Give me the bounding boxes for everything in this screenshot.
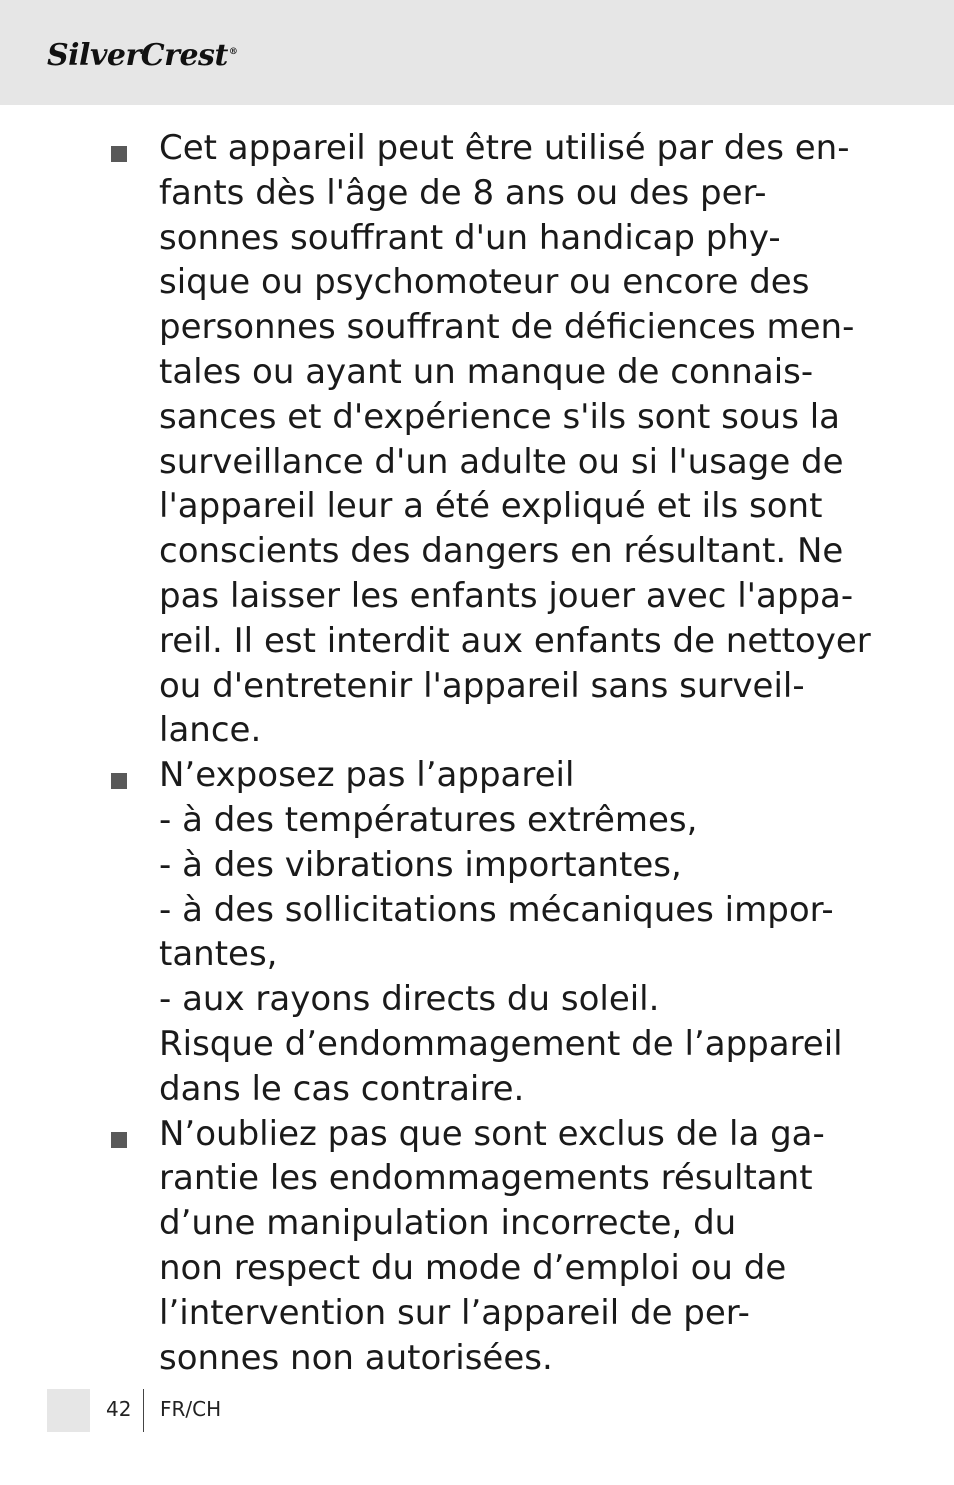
text-line: ou d'entretenir l'appareil sans surveil- — [159, 665, 805, 706]
bullet-item-exposure — [0, 753, 954, 1111]
text-line: sonnes souffrant d'un handicap phy- — [159, 217, 781, 258]
text-line: fants dès l'âge de 8 ans ou des per- — [159, 172, 767, 213]
text-line: N’oubliez pas que sont exclus de la ga- — [159, 1113, 825, 1154]
bullet-item-children-safety — [0, 126, 954, 753]
square-bullet-icon — [111, 773, 127, 789]
page-number: 42 — [106, 1397, 132, 1421]
text-line: surveillance d'un adulte ou si l'usage de — [159, 441, 844, 482]
text-line: Risque d’endommagement de l’appareil — [159, 1023, 843, 1064]
text-line: d’une manipulation incorrecte, du — [159, 1203, 737, 1244]
text-line: sique ou psychomoteur ou encore des — [159, 262, 810, 303]
text-line: - aux rayons directs du soleil. — [159, 979, 660, 1020]
page-content — [0, 126, 954, 1380]
text-line: pas laisser les enfants jouer avec l'appa- — [159, 575, 854, 616]
text-line: N’exposez pas l’appareil — [159, 755, 575, 796]
text-line: - à des températures extrêmes, — [159, 799, 698, 840]
text-line: reil. Il est interdit aux enfants de nettoyer — [159, 620, 871, 661]
bullet-item-warranty — [0, 1112, 954, 1381]
brand-logo — [47, 38, 237, 73]
text-line: conscients des dangers en résultant. Ne — [159, 531, 844, 572]
bullet-text — [159, 1112, 954, 1381]
page-header — [0, 0, 954, 105]
footer-marker-box — [47, 1389, 90, 1432]
text-line: tantes, — [159, 934, 278, 975]
text-line: lance. — [159, 710, 262, 751]
bullet-text — [159, 753, 954, 1111]
square-bullet-icon — [111, 146, 127, 162]
text-line: personnes souffrant de déficiences men- — [159, 307, 855, 348]
text-line: - à des vibrations importantes, — [159, 844, 682, 885]
text-line: non respect du mode d’emploi ou de — [159, 1247, 787, 1288]
text-line: - à des sollicitations mécaniques impor- — [159, 889, 834, 930]
text-line: dans le cas contraire. — [159, 1068, 525, 1109]
text-line: rantie les endommagements résultant — [159, 1158, 813, 1199]
text-line: l'appareil leur a été expliqué et ils sont — [159, 486, 823, 527]
text-line: Cet appareil peut être utilisé par des en- — [159, 128, 850, 168]
language-code: FR/CH — [160, 1397, 222, 1421]
text-line: sances et d'expérience s'ils sont sous la — [159, 396, 841, 437]
footer-divider — [143, 1389, 144, 1432]
registered-mark: ® — [228, 47, 238, 57]
text-line: l’intervention sur l’appareil de per- — [159, 1292, 750, 1333]
square-bullet-icon — [111, 1132, 127, 1148]
bullet-text — [159, 126, 954, 753]
text-line: tales ou ayant un manque de connais- — [159, 351, 814, 392]
brand-name: SilverCrest — [47, 38, 228, 73]
text-line: sonnes non autorisées. — [159, 1337, 553, 1378]
